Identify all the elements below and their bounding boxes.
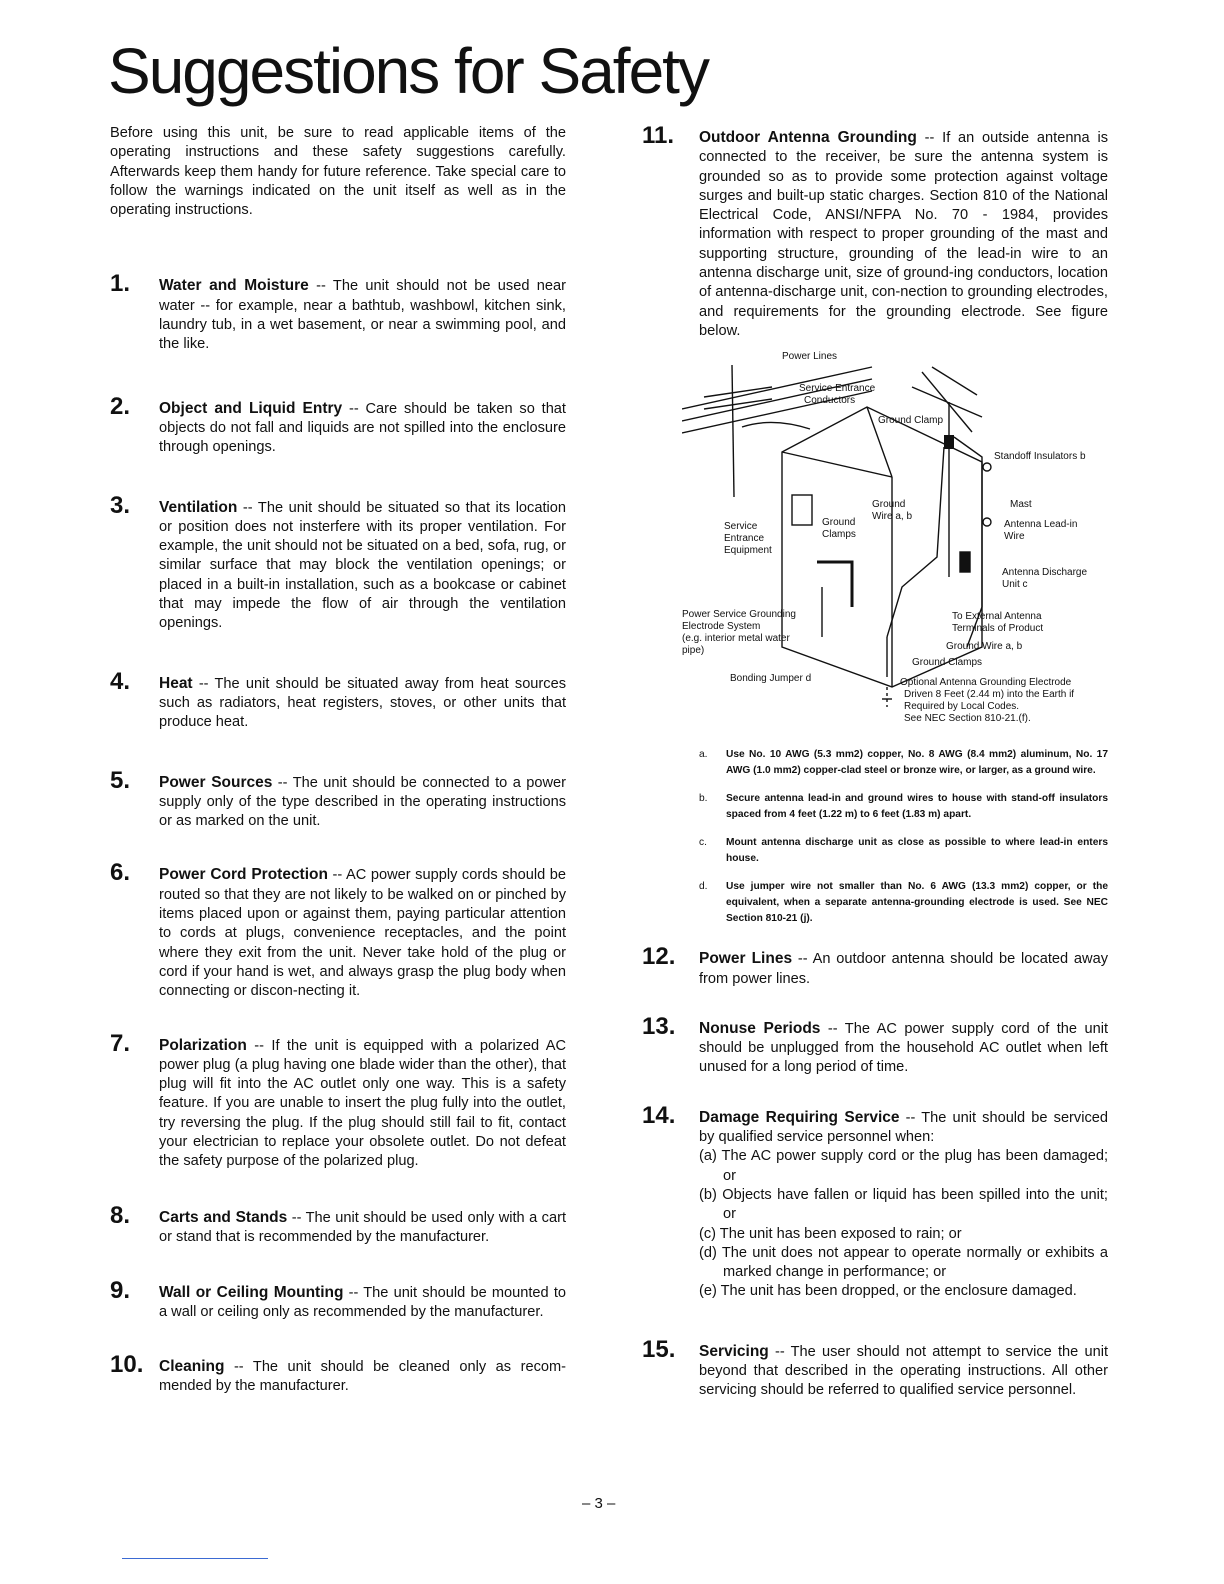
label-mast: Mast [1010, 499, 1032, 511]
diagram-notes [699, 747, 1108, 927]
page-title: Suggestions for Safety [108, 35, 708, 107]
utility-pole [732, 365, 734, 497]
item-heading: Power Lines [699, 950, 793, 968]
label-lead-in-wire: Wire [1004, 531, 1025, 543]
label-power-lines: Power Lines [782, 351, 838, 363]
safety-item-6 [110, 859, 566, 1001]
label-standoff: Standoff Insulators b [994, 451, 1086, 463]
safety-item-11 [642, 122, 1108, 341]
item-text: -- If the unit is equipped with a polarized AC power plug (a plug having one blade wider than the other), that plug will fit into the AC outlet only one way. This is a safety feature. If you are unable to insert the plug fully into the outlet, try reversing the plug. If the plug should still fail to fit, contact your electrician to replace your obsolete outlet. Do not defeat the safety purpose of the polarized plug. [159, 1037, 566, 1170]
item-heading: Power Sources [159, 773, 273, 791]
service-box [792, 495, 812, 525]
note-text: Use No. 10 AWG (5.3 mm2) copper, No. 8 AWG (8.4 mm2) aluminum, No. 17 AWG (1.0 mm2) copper-clad steel or bronze wire, or larger, as a ground wire. [726, 749, 1108, 777]
safety-item-1 [110, 270, 566, 354]
safety-item-10 [110, 1350, 566, 1397]
label-service-entrance: Service Entrance [799, 383, 876, 395]
item-text: -- The unit should be serviced by qualified service personnel when: [699, 1109, 1108, 1146]
label-power-service-grounding: Power Service Grounding [682, 609, 796, 621]
item-number: 11. [642, 122, 675, 149]
item-heading: Ventilation [159, 498, 238, 516]
label-entrance: Entrance [724, 533, 765, 545]
item-heading: Wall or Ceiling Mounting [159, 1284, 344, 1302]
label-wire-ab: Wire a, b [872, 511, 913, 523]
safety-item-7 [110, 1029, 566, 1172]
safety-item-4 [110, 667, 566, 733]
item-number: 15. [642, 1335, 676, 1363]
safety-item-14 [642, 1101, 1108, 1302]
label-driven-feet: Driven 8 Feet (2.44 m) into the Earth if [904, 689, 1075, 701]
safety-item-12 [642, 943, 1108, 989]
item-number: 2. [110, 392, 131, 420]
label-equipment: Equipment [724, 545, 772, 557]
label-conductors: Conductors [804, 395, 856, 407]
item-text: -- The unit should be connected to a power supply only of the type described in the operating instructions or as marked on the unit. [159, 774, 566, 830]
item-number: 4. [110, 667, 131, 695]
note-label: a. [699, 749, 708, 761]
label-electrode-system: Electrode System [682, 621, 761, 633]
item-text: -- AC power supply cords should be routed so that they are not likely to be walked on or pinched by items placed upon or against them, paying particular attention to cords at plugs, convenience receptacles, and the point where they exit from the unit. Never take hold of the plug or cord if your hand is wet, and always grasp the plug body when connecting or discon-necting it. [159, 867, 566, 1000]
note-text: Secure antenna lead-in and ground wires to house with stand-off insulators spaced from 4 feet (1.22 m) to 6 feet (1.83 m) apart. [726, 793, 1108, 821]
label-service: Service [724, 521, 758, 533]
item-heading: Water and Moisture [159, 277, 309, 295]
safety-item-15 [642, 1335, 1108, 1401]
label-ground-clamps: Ground [822, 517, 856, 529]
label-ground-clamps-bottom: Ground Clamps [912, 657, 983, 669]
item-text: -- The unit should be mounted to a wall or ceiling only as recommended by the manufacturer. [159, 1285, 566, 1321]
item-text: -- If an outside antenna is connected to the receiver, be sure the antenna system is grounded so as to provide some protection against voltage surges and built-up static charges. Section 810 of the National Electrical Code, ANSI/NFPA No. 70 - 1984, provides information with respect to proper grounding of the mast and supporting structure, grounding of the lead-in wire to an antenna discharge unit, size of ground-ing conductors, location of antenna-discharge unit, con-nection to grounding electrodes, and requirements for the grounding electrode. See figure below. [699, 130, 1108, 339]
item-text: -- Care should be taken so that objects do not fall and liquids are not spilled into the enclosure through openings. [159, 400, 566, 456]
right-column [642, 122, 1109, 1401]
item-heading: Power Cord Protection [159, 866, 328, 884]
item-text: -- The user should not attempt to service the unit beyond that described in the operating instructions. All other servicing should be referred to qualified service personnel. [699, 1343, 1108, 1399]
item-heading: Polarization [159, 1036, 247, 1054]
item-number: 12. [642, 943, 676, 971]
subitem-d: (d) The unit does not appear to operate normally or exhibits a marked change in performance; or [699, 1244, 1108, 1281]
safety-item-13 [642, 1012, 1109, 1078]
page-number: – 3 – [582, 1495, 616, 1512]
note-label: c. [699, 837, 707, 849]
safety-item-5 [110, 766, 566, 832]
note-label: b. [699, 793, 708, 805]
subitem-e: (e) The unit has been dropped, or the enclosure damaged. [699, 1283, 1077, 1300]
label-unit-c: Unit c [1002, 579, 1028, 591]
item-text: -- The unit should not be used near water -- for example, near a bathtub, washbowl, kitchen sink, laundry tub, in a wet basement, or near a swimming pool, and the like. [159, 278, 566, 353]
label-ground-wire: Ground [872, 499, 906, 511]
note-c [699, 835, 1108, 867]
item-heading: Servicing [699, 1342, 769, 1360]
label-ground-clamp: Ground Clamp [878, 415, 944, 427]
item-number: 1. [110, 270, 131, 298]
label-clamps: Clamps [822, 529, 856, 541]
label-antenna-discharge: Antenna Discharge [1002, 567, 1088, 579]
footer-rule [122, 1558, 268, 1559]
label-local-codes: Required by Local Codes. [904, 701, 1020, 713]
item-text: -- The AC power supply cord of the unit should be unplugged from the household AC outlet when left unused for a long period of time. [699, 1020, 1109, 1076]
item-heading: Cleaning [159, 1357, 225, 1375]
item-number: 3. [110, 491, 131, 519]
item-number: 8. [110, 1201, 131, 1229]
item-number: 5. [110, 766, 131, 794]
item-number: 13. [642, 1012, 676, 1040]
left-column [110, 124, 566, 1396]
item-number: 6. [110, 859, 131, 887]
item-heading: Outdoor Antenna Grounding [699, 129, 917, 146]
note-text: Use jumper wire not smaller than No. 6 AWG (13.3 mm2) copper, or the equivalent, when a separate antenna-grounding electrode is used. See NEC Section 810-21 (j). [726, 881, 1108, 925]
item-text: -- The unit should be situated so that its location or position does not insterfere with its proper ventilation. For example, the unit should not be situated on a bed, sofa, rug, or similar surface that may block the ventilation openings; or placed in a built-in installation, such as a bookcase or cabinet that may impede the flow of air through the ventilation openings. [159, 499, 566, 632]
label-metal-water: (e.g. interior metal water [682, 633, 790, 645]
note-a [699, 747, 1108, 779]
safety-item-3 [110, 491, 566, 634]
label-optional-electrode: Optional Antenna Grounding Electrode [900, 677, 1072, 689]
item-text: -- The unit should be used only with a cart or stand that is recommended by the manufacturer. [159, 1209, 566, 1245]
label-bonding-jumper: Bonding Jumper d [730, 673, 812, 685]
note-text: Mount antenna discharge unit as close as possible to where lead-in enters house. [726, 837, 1108, 865]
subitem-a: (a) The AC power supply cord or the plug has been damaged; or [699, 1148, 1108, 1184]
label-pipe: pipe) [682, 645, 705, 657]
subitem-c: (c) The unit has been exposed to rain; or [699, 1225, 962, 1242]
item-number: 10. [110, 1350, 144, 1378]
safety-item-9 [110, 1277, 566, 1323]
subitem-b: (b) Objects have fallen or liquid has been spilled into the unit; or [699, 1186, 1108, 1223]
safety-item-2 [110, 392, 566, 458]
item-number: 7. [110, 1029, 131, 1057]
item-heading: Object and Liquid Entry [159, 399, 343, 417]
item-heading: Carts and Stands [159, 1208, 288, 1226]
item-heading: Heat [159, 674, 193, 692]
intro-paragraph: Before using this unit, be sure to read applicable items of the operating instructions and these safety suggestions carefully. Afterwards keep them handy for future reference. Take special care to follow the warnings indicated on the unit itself as well as in the operating instructions. [110, 125, 566, 219]
diagram-drawing [682, 347, 1102, 747]
item-number: 14. [642, 1101, 676, 1129]
label-external-antenna: To External Antenna [952, 611, 1042, 623]
label-lead-in: Antenna Lead-in [1004, 519, 1078, 531]
label-nec-section: See NEC Section 810-21.(f). [904, 713, 1031, 725]
item-text: -- The unit should be cleaned only as recom-mended by the manufacturer. [159, 1358, 566, 1395]
note-d [699, 879, 1108, 927]
note-b [699, 791, 1108, 823]
item-text: -- The unit should be situated away from heat sources such as radiators, heat registers, stoves, or other units that produce heat. [159, 675, 566, 731]
item-text: -- An outdoor antenna should be located away from power lines. [699, 951, 1108, 987]
label-terminals: Terminals of Product [952, 623, 1044, 635]
note-label: d. [699, 881, 708, 893]
item-heading: Nonuse Periods [699, 1019, 821, 1037]
antenna-grounding-diagram [682, 347, 1148, 747]
item-number: 9. [110, 1277, 131, 1305]
item-heading: Damage Requiring Service [699, 1108, 900, 1126]
safety-item-8 [110, 1201, 566, 1248]
label-ground-wire-ab: Ground Wire a, b [946, 641, 1023, 653]
